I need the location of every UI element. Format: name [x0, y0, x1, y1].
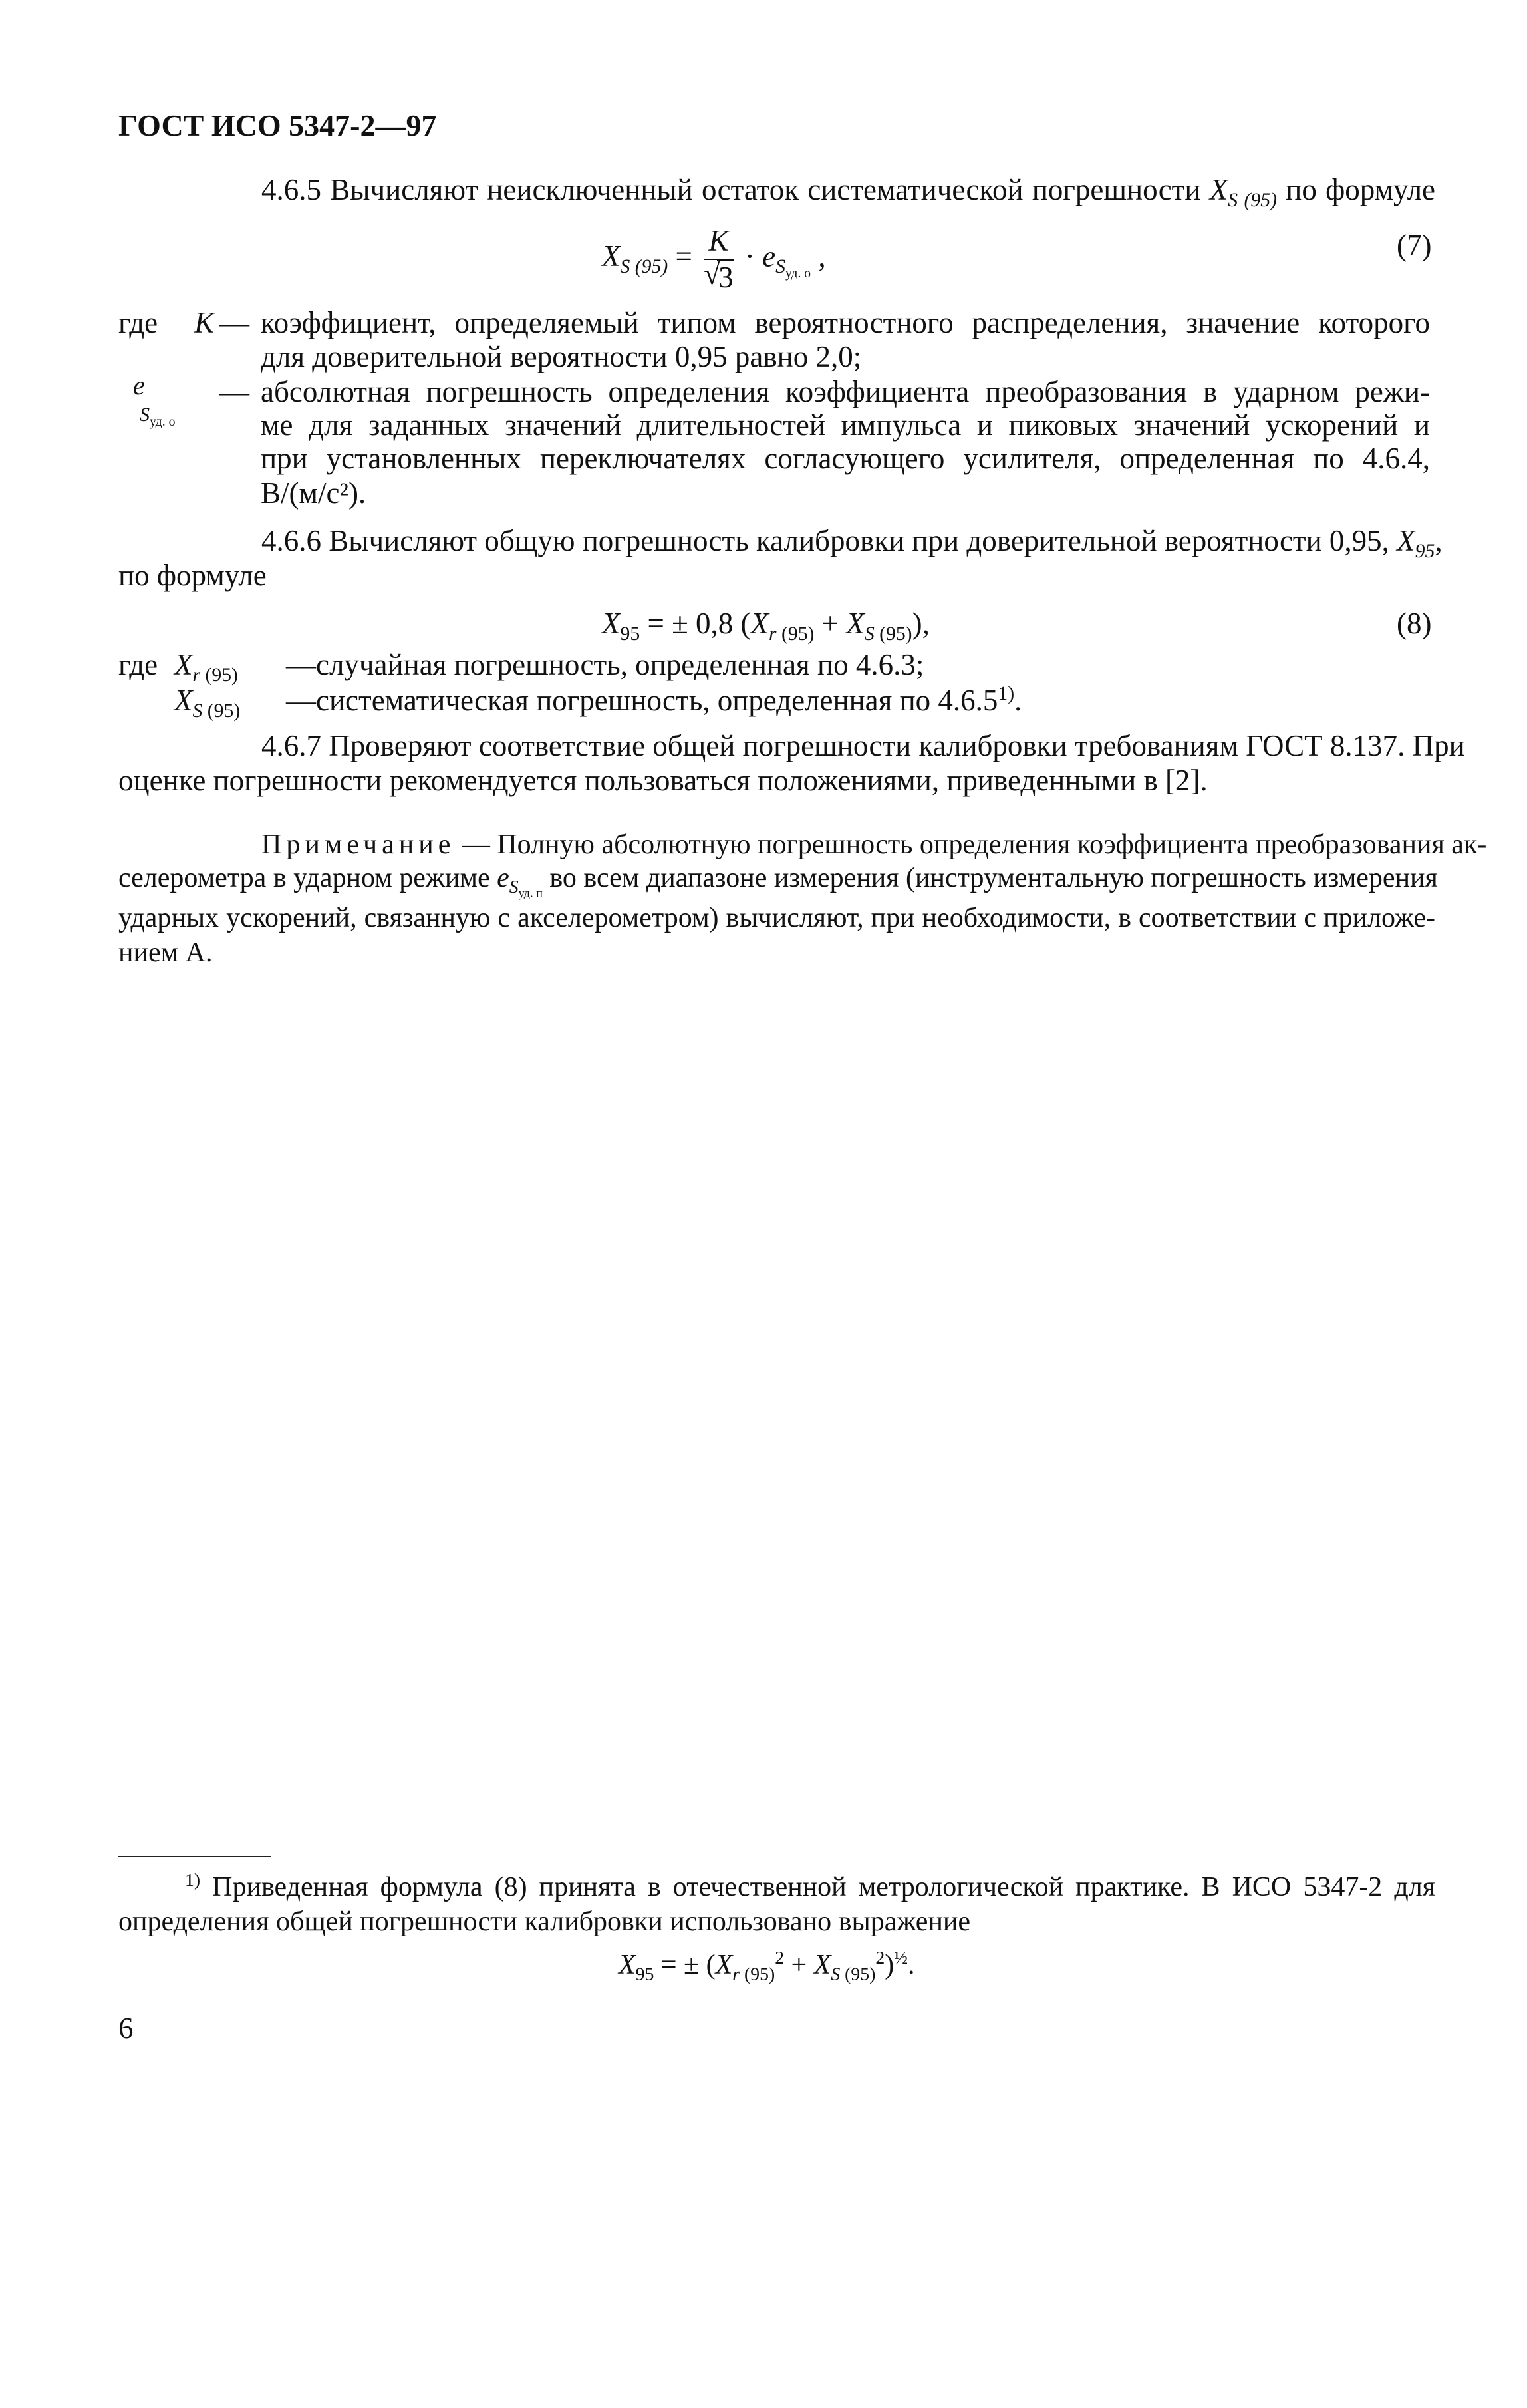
e-symbol: e $S_{уд. о}$	[133, 371, 176, 429]
k-definition-line-2: для доверительной вероятности 0,95 равно 2,0;	[261, 340, 862, 373]
xs95-symbol: $X_{S (95)}$	[1209, 173, 1277, 211]
note-line-3: ударных ускорений, связанную с акселерометром) вычисляют, при необходимости, в соответствии с приложе-	[118, 903, 1435, 933]
note-label: Примечание	[261, 829, 456, 860]
e-sud-p-symbol: $e_{S_{уд. п}}$	[497, 863, 543, 900]
para-4-6-7-line-1: 4.6.7 Проверяют соответствие общей погрешности калибровки требованиям ГОСТ 8.137. При	[261, 729, 1465, 762]
formula-7-number: (7)	[1397, 229, 1432, 262]
document-header: ГОСТ ИСО 5347-2—97	[118, 108, 437, 142]
e-dash: —	[219, 375, 249, 408]
note-line-2: селерометра в ударном режиме $e_{S_{уд. п}}$ во всем диапазоне измерения (инструментальную погрешность измерения	[118, 863, 1438, 900]
xr-definition: —случайная погрешность, определенная по 4.6.3;	[286, 648, 924, 681]
where-label-2: где	[118, 648, 158, 681]
note-line-1: Примечание — Полную абсолютную погрешность определения коэффициента преобразования ак-	[261, 829, 1487, 860]
footnote-ref[interactable]: 1)	[998, 683, 1015, 704]
para-4-6-6-line-2: по формуле	[118, 559, 267, 592]
para-4-6-6-text: 4.6.6 Вычисляют общую погрешность калибровки при доверительной вероятности 0,95,	[261, 524, 1389, 557]
para-4-6-5	[118, 170, 1435, 209]
footnote-line-2: определения общей погрешности калибровки использовано выражение	[118, 1906, 971, 1937]
x95-symbol: $X_{95}$,	[1397, 524, 1443, 562]
para-4-6-6-line-1	[118, 522, 1443, 562]
footnote-formula: $X_{95}$ = ± $(X_{r (95)}^2 + X_{S (95)}^2)^{\frac{1}{2}}$.	[619, 1947, 915, 1984]
para-4-6-5-tail: по формуле	[1286, 173, 1436, 206]
footnote-marker: 1)	[185, 1869, 201, 1890]
e-definition-line-1: абсолютная погрешность определения коэффициента преобразования в ударном режи-	[261, 375, 1430, 408]
para-4-6-7-line-2: оценке погрешности рекомендуется пользоваться положениями, приведенными в [2].	[118, 764, 1208, 797]
e-definition-line-4: В/(м/с²).	[261, 476, 366, 510]
note-line-4: нием А.	[118, 937, 213, 968]
xs-definition: —систематическая погрешность, определенная по 4.6.5$^{1)}$.	[286, 683, 1022, 717]
footnote-separator	[118, 1856, 271, 1857]
formula-7: $X_{S (95)}$ = K √ 3 · $e_{S_{уд. о}}$ ,	[602, 226, 826, 293]
where-label: где	[118, 306, 158, 339]
e-definition-line-3: при установленных переключателях согласующего усилителя, определенная по 4.6.4,	[261, 442, 1430, 475]
formula-8: $X_{95}$ = ± 0,8 $(X_{r (95)} + X_{S (95)})$,	[602, 607, 930, 645]
xs-symbol: $X_{S (95)}$	[174, 684, 241, 722]
k-symbol: K	[194, 306, 215, 339]
para-4-6-5-text: 4.6.5 Вычисляют неисключенный остаток систематической погрешности	[261, 173, 1201, 206]
k-dash: —	[219, 306, 249, 339]
footnote-line-1: $^{1)}$ Приведенная формула (8) принята в отечественной метрологической практике. В ИСО 5347-2 для	[185, 1869, 1435, 1902]
e-definition-line-2: ме для заданных значений длительностей импульса и пиковых значений ускорений и	[261, 408, 1430, 442]
k-definition-line-1: коэффициент, определяемый типом вероятностного распределения, значение которого	[261, 306, 1430, 339]
formula-8-number: (8)	[1397, 607, 1432, 640]
page-number: 6	[118, 2012, 134, 2045]
xr-symbol: $X_{r (95)}$	[174, 648, 238, 686]
